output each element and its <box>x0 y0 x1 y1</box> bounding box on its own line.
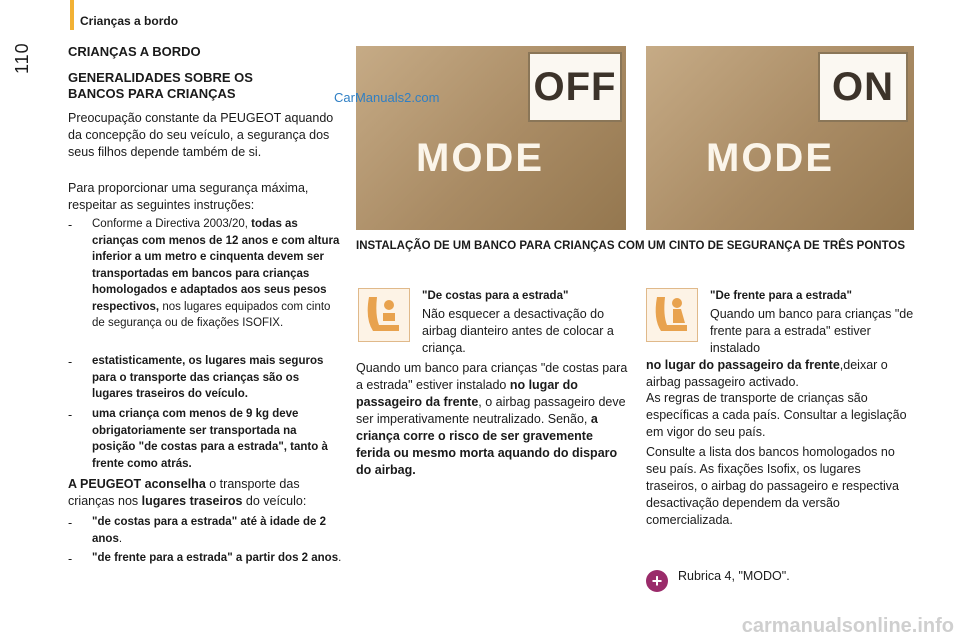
three-point-belt-heading: INSTALAÇÃO DE UM BANCO PARA CRIANÇAS COM UM CINTO DE SEGURANÇA DE TRÊS PONTOS <box>356 240 906 252</box>
reference-text: Rubrica 4, "MODO". <box>678 569 790 583</box>
off-indicator: OFF <box>528 52 622 122</box>
bullet-under-9kg: uma criança com menos de 9 kg deve obrigatoriamente ser transportada na posição "de costas para a estrada", tanto à frente como atrás. <box>92 408 328 470</box>
carmanuals-watermark: CarManuals2.com <box>334 90 440 105</box>
period: . <box>118 532 123 545</box>
bullet-front-facing-text: "de frente para a estrada" a partir dos 2 anos <box>92 552 339 564</box>
bullet-rear-facing-age <box>92 514 342 547</box>
bullet-rear-facing-text: "de costas para a estrada" até à idade de 2 anos <box>92 516 326 545</box>
recommendation-bold: A PEUGEOT aconselha <box>68 477 206 491</box>
mode-label: MODE <box>706 136 834 180</box>
front-facing-title: "De frente para a estrada" <box>710 290 852 302</box>
header-title: Crianças a bordo <box>80 14 179 28</box>
bullet-dash: - <box>68 218 73 232</box>
intro-paragraph: Preocupação constante da PEUGEOT aquando da concepção do seu veículo, a segurança dos seus filhos depende também de si. <box>68 111 334 159</box>
rear-facing-title: "De costas para a estrada" <box>422 290 569 302</box>
bullet-dash: - <box>68 552 73 566</box>
front-facing-text <box>646 306 914 391</box>
recommendation-text: o transporte das crianças nos <box>68 477 300 508</box>
warning-text-a: Quando um banco para crianças "de costas para a estrada" estiver instalado <box>356 361 628 392</box>
plus-reference-icon: + <box>646 570 668 592</box>
warning-bold-b: no lugar do passageiro da frente <box>356 378 578 409</box>
footer-watermark: carmanualsonline.info <box>741 615 954 637</box>
section-title: CRIANÇAS A BORDO <box>68 44 201 59</box>
bullet-directive-tail: nos lugares equipados com cinto de segurança ou de fixações ISOFIX. <box>92 300 331 329</box>
front-facing-text-a: Quando um banco para crianças "de frente para a estrada" estiver instalado <box>710 307 914 355</box>
airbag-on-photo <box>646 46 914 230</box>
bullet-directive-bold: todas as crianças com menos de 12 anos e com altura inferior a um metro e cinquenta devem ser transportadas em bancos para crianças homologados e adaptados aos seus pesos respectivos, <box>92 218 340 313</box>
mode-label: MODE <box>416 136 544 180</box>
period: . <box>338 552 342 564</box>
subsection-title: GENERALIDADES SOBRE OS BANCOS PARA CRIANÇAS <box>68 70 253 101</box>
bullet-dash: - <box>68 516 73 530</box>
rear-facing-seat-icon <box>358 288 410 342</box>
country-rules-paragraph: As regras de transporte de crianças são específicas a cada país. Consultar a legislação em vigor do seu país. <box>646 391 907 439</box>
warning-text-c: , o airbag passageiro deve ser imperativamente neutralizado. Senão, <box>356 395 626 426</box>
recommendation-end: do veículo: <box>242 494 307 508</box>
warning-bold-d: a criança corre o risco de ser gravemente ferida ou mesmo morta aquando do disparo do airbag. <box>356 412 618 477</box>
front-facing-bold: no lugar do passageiro da frente <box>646 358 840 372</box>
rear-facing-text: Não esquecer a desactivação do airbag dianteiro antes de colocar a criança. <box>422 307 614 355</box>
bullet-dash: - <box>68 355 73 369</box>
airbag-off-photo <box>356 46 626 230</box>
bullet-directive <box>92 216 342 332</box>
recommendation-bold-2: lugares traseiros <box>141 494 243 508</box>
bullet-front-facing-age <box>92 550 342 567</box>
approved-seats-paragraph: Consulte a lista dos bancos homologados no seu país. As fixações Isofix, os lugares traseiros, o airbag do passageiro e respectiva desactivação dependem da versão comercializada. <box>646 445 899 527</box>
bullet-dash: - <box>68 408 73 422</box>
bullet-safest-seats: estatisticamente, os lugares mais seguros para o transporte das crianças são os lugares traseiros do veículo. <box>92 355 324 400</box>
bullet-directive-lead: Conforme a Directiva 2003/20, <box>92 218 252 230</box>
page-number: 110 <box>12 42 32 74</box>
recommendation-paragraph <box>68 476 340 510</box>
front-facing-text-c: ,deixar o airbag passageiro activado. <box>646 358 888 389</box>
header-accent-bar <box>70 0 74 30</box>
on-indicator: ON <box>818 52 908 122</box>
instructions-paragraph: Para proporcionar uma segurança máxima, respeitar as seguintes instruções: <box>68 181 309 212</box>
rear-facing-warning <box>356 360 628 479</box>
